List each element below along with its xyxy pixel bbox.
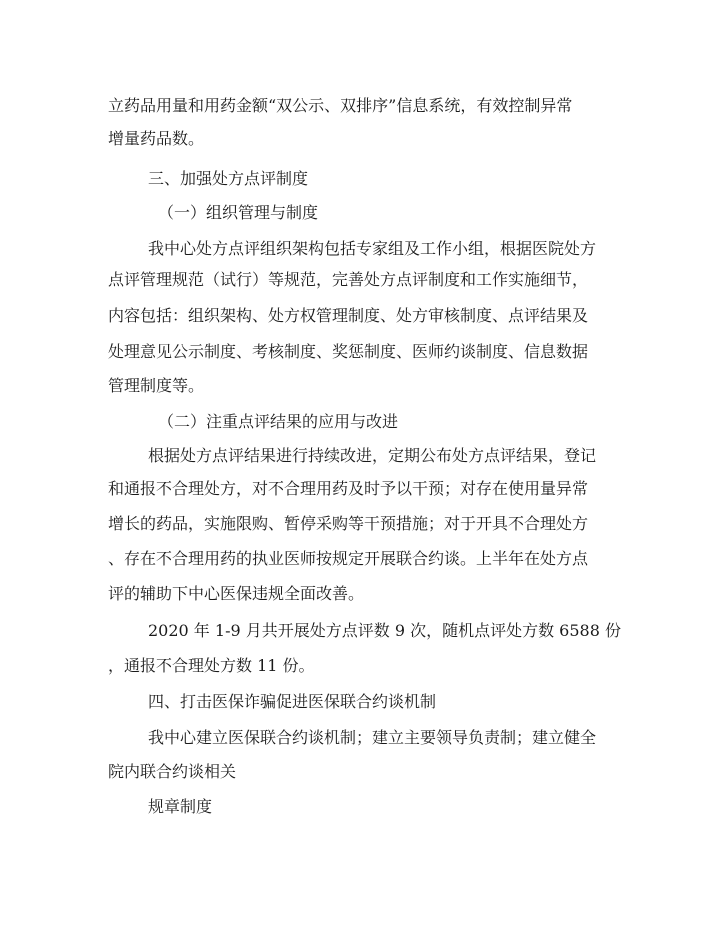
body-text-line: 立药品用量和用药金额“双公示、双排序”信息系统，有效控制异常: [108, 96, 573, 115]
body-text-line: 根据处方点评结果进行持续改进，定期公布处方点评结果，登记: [148, 446, 597, 465]
body-text-line: 规章制度: [148, 797, 213, 816]
body-text-line: 增量药品数。: [108, 129, 205, 148]
body-text-line: 评的辅助下中心医保违规全面改善。: [108, 584, 365, 603]
body-text-line: 增长的药品，实施限购、暂停采购等干预措施；对于开具不合理处方: [108, 514, 589, 533]
body-text-line: 我中心处方点评组织架构包括专家组及工作小组，根据医院处方: [148, 239, 597, 258]
body-text-line: 2020 年 1-9 月共开展处方点评数 9 次，随机点评处方数 6588 份: [148, 621, 621, 640]
subsection-heading: （二）注重点评结果的应用与改进: [158, 412, 399, 431]
body-text-line: 内容包括：组织架构、处方权管理制度、处方审核制度、点评结果及: [108, 306, 589, 325]
body-text-line: 、存在不合理用药的执业医师按规定开展联合约谈。上半年在处方点: [108, 549, 589, 568]
section-heading: 三、加强处方点评制度: [148, 169, 309, 188]
body-text-line: 院内联合约谈相关: [108, 762, 237, 781]
subsection-heading: （一）组织管理与制度: [158, 203, 319, 222]
body-text-line: 管理制度等。: [108, 376, 205, 395]
body-text-line: 处理意见公示制度、考核制度、奖惩制度、医师约谈制度、信息数据: [108, 342, 589, 361]
body-text-line: ，通报不合理处方数 11 份。: [108, 656, 315, 675]
body-text-line: 我中心建立医保联合约谈机制；建立主要领导负责制；建立健全: [148, 728, 597, 747]
section-heading: 四、打击医保诈骗促进医保联合约谈机制: [148, 692, 437, 711]
body-text-line: 点评管理规范（试行）等规范，完善处方点评制度和工作实施细节，: [108, 270, 589, 289]
body-text-line: 和通报不合理处方，对不合理用药及时予以干预；对存在使用量异常: [108, 479, 589, 498]
